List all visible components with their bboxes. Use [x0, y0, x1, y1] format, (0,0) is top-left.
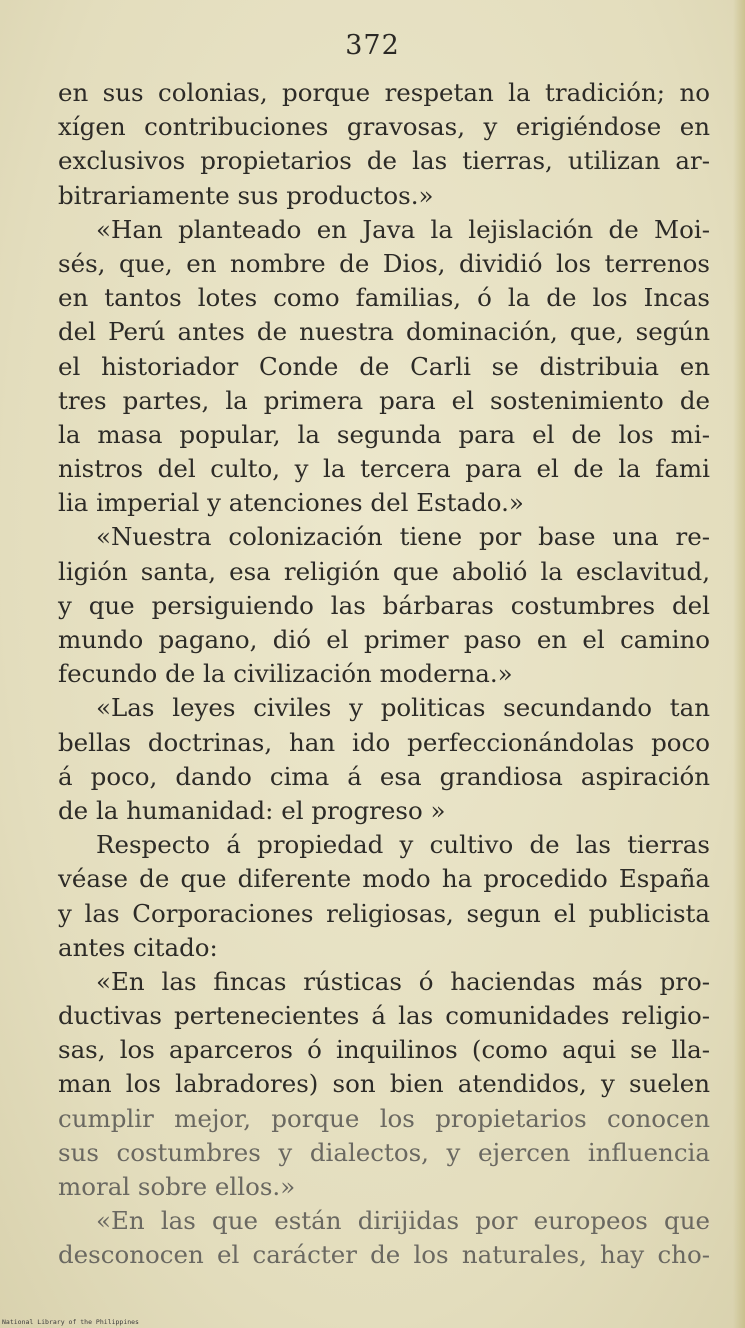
body-text	[58, 76, 710, 1273]
text-line: en sus colonias, porque respetan la tradición; no	[58, 78, 710, 107]
text-line: ductivas pertenecientes á las comunidades religio-	[58, 1001, 710, 1031]
text-line: lia imperial y atenciones del Estado.»	[58, 488, 524, 518]
text-line: exclusivos propietarios de las tierras, utilizan ar-	[58, 146, 710, 176]
text-line: Respecto á propiedad y cultivo de las tierras	[96, 830, 710, 860]
text-line: man los labradores) son bien atendidos, y suelen	[58, 1069, 710, 1099]
text-line: xígen contribuciones gravosas, y erigiéndose en	[58, 112, 710, 142]
text-line: y las Corporaciones religiosas, segun el publicista	[58, 898, 710, 928]
text-line: bellas doctrinas, han ido perfeccionándolas poco	[58, 727, 710, 757]
text-line: «Han planteado en Java la lejislación de Moi-	[96, 214, 710, 244]
text-line: el historiador Conde de Carli se distribuia en	[58, 351, 710, 381]
text-line: nistros del culto, y la tercera para el de la fami	[58, 454, 710, 484]
text-line: sas, los aparceros ó inquilinos (como aqui se lla-	[58, 1035, 710, 1065]
text-line: del Perú antes de nuestra dominación, que, según	[58, 317, 710, 347]
text-line: véase de que diferente modo ha procedido España	[58, 864, 710, 894]
text-line: cumplir mejor, porque los propietarios conocen	[58, 1103, 710, 1133]
text-line: fecundo de la civilización moderna.»	[58, 659, 513, 689]
text-line: bitrariamente sus productos.»	[58, 180, 434, 210]
text-line: la masa popular, la segunda para el de los mi-	[58, 419, 710, 449]
text-line: ligión santa, esa religión que abolió la esclavitud,	[58, 556, 710, 586]
text-line: desconocen el carácter de los naturales, hay cho-	[58, 1240, 710, 1270]
text-line: en tantos lotes como familias, ó la de los Incas	[58, 283, 710, 313]
page-edge	[733, 0, 745, 1328]
text-line: antes citado:	[58, 932, 218, 962]
text-line: «Nuestra colonización tiene por base una re-	[96, 522, 710, 552]
text-line: «En las fincas rústicas ó haciendas más pro-	[96, 966, 710, 996]
text-line: «Las leyes civiles y politicas secundando tan	[96, 693, 710, 723]
text-line: sus costumbres y dialectos, y ejercen influencia	[58, 1137, 710, 1167]
text-line: mundo pagano, dió el primer paso en el camino	[58, 625, 710, 654]
text-line: á poco, dando cima á esa grandiosa aspiración	[58, 761, 710, 791]
text-line: de la humanidad: el progreso »	[58, 795, 446, 825]
library-credit: National Library of the Philippines	[2, 1318, 139, 1326]
text-line: y que persiguiendo las bárbaras costumbres del	[58, 590, 710, 620]
text-line: tres partes, la primera para el sostenimiento de	[58, 385, 710, 415]
text-line: sés, que, en nombre de Dios, dividió los terrenos	[58, 248, 710, 278]
text-line: moral sobre ellos.»	[58, 1172, 296, 1201]
page-number: 372	[345, 30, 400, 61]
text-line: «En las que están dirijidas por europeos que	[96, 1206, 710, 1236]
